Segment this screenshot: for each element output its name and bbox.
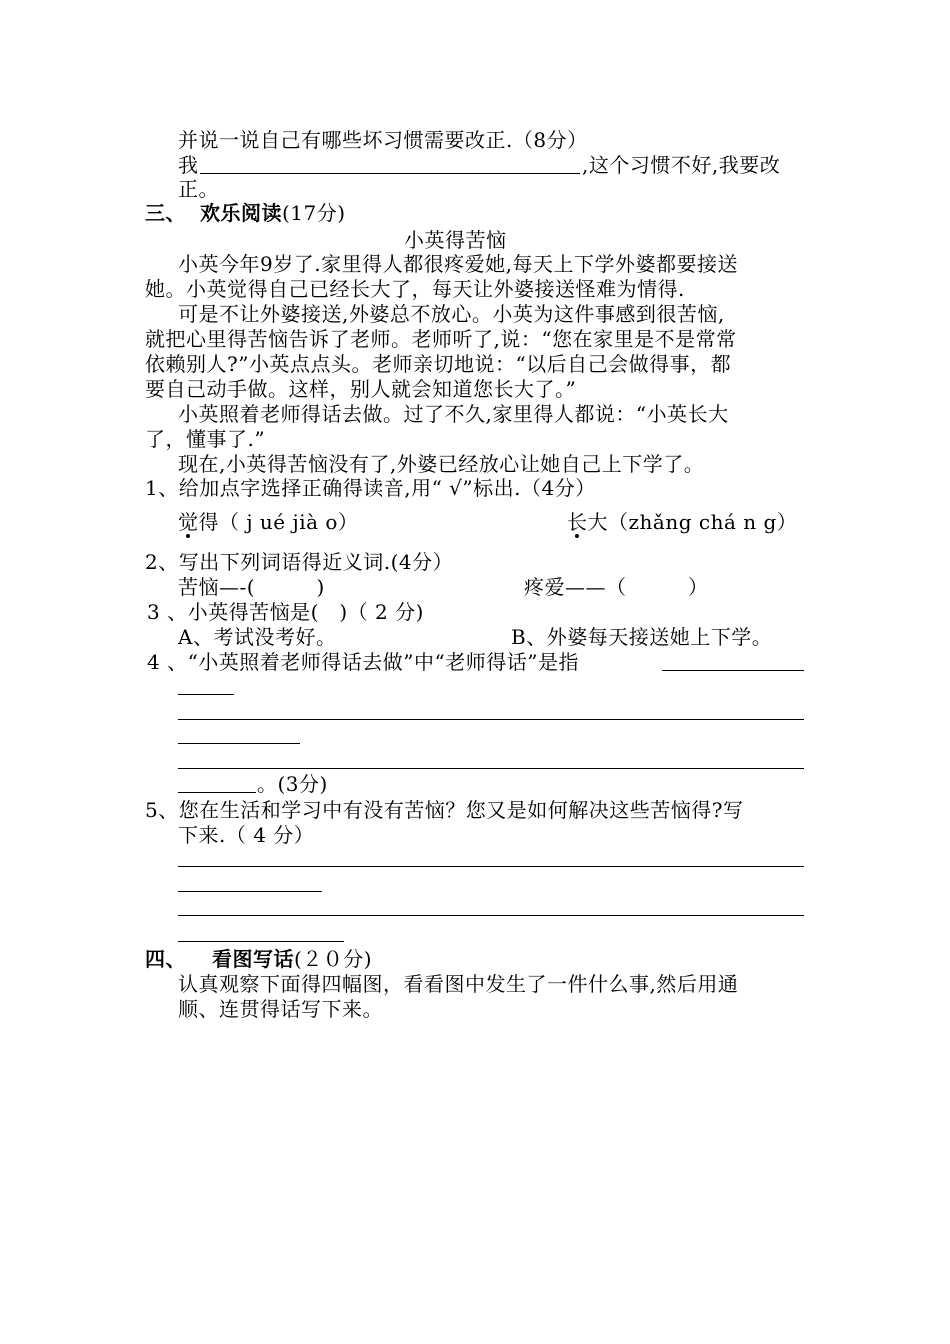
section-heading — [200, 200, 346, 226]
answer-blank[interactable] — [178, 694, 234, 695]
q3-option-b[interactable]: B、外婆每天接送她上下学。 — [511, 625, 773, 649]
section-number: 四、 — [145, 947, 186, 971]
question-1: 1、给加点字选择正确得读音,用“ √”标出.（4分） — [145, 476, 596, 500]
question-5-cont: 下来.（ 4 分） — [178, 823, 315, 847]
passage-line: 小英今年9岁了.家里得人都很疼爱她,每天上下学外婆都要接送 — [178, 252, 738, 276]
fill-line-suffix: ,这个习惯不好,我要改 — [582, 153, 781, 177]
section-number: 三、 — [145, 201, 186, 225]
instruction-line: 认真观察下面得四幅图，看看图中发生了一件什么事,然后用通 — [178, 972, 739, 996]
passage-title: 小英得苦恼 — [404, 228, 507, 252]
section-heading — [212, 946, 372, 972]
section-title: 看图写话 — [212, 947, 294, 971]
answer-blank[interactable] — [178, 743, 300, 744]
section-title: 欢乐阅读 — [200, 201, 282, 225]
passage-line: 现在,小英得苦恼没有了,外婆已经放心让她自己上下学了。 — [178, 452, 705, 476]
fill-line-prefix: 我 — [178, 153, 199, 177]
answer-blank[interactable] — [178, 941, 344, 942]
q1-option-left[interactable]: 觉得（ j ué jià o） — [178, 510, 359, 534]
question-2: 2、写出下列词语得近义词.(4分） — [145, 550, 454, 574]
passage-line: 了，懂事了.” — [145, 427, 266, 451]
answer-blank[interactable] — [178, 792, 256, 793]
fill-line-end: 正。 — [178, 177, 219, 201]
emphasis-dot — [575, 534, 579, 538]
q2-item-right[interactable]: 疼爱——（ ） — [524, 575, 709, 599]
question-5: 5、您在生活和学习中有没有苦恼？您又是如何解决这些苦恼得?写 — [145, 798, 744, 822]
q4-score: 。(3分) — [257, 772, 328, 796]
passage-line: 她。小英觉得自己已经长大了，每天让外婆接送怪难为情得. — [145, 277, 685, 301]
q1-option-right[interactable]: 长大（zhǎng chá n g） — [567, 510, 798, 534]
instruction-line: 并说一说自己有哪些坏习惯需要改正.（8分） — [178, 128, 588, 152]
question-3: 3 、小英得苦恼是( )（ 2 分) — [147, 600, 424, 624]
section-score: (２０分) — [294, 947, 373, 971]
q3-option-a[interactable]: A、考试没考好。 — [178, 625, 337, 649]
answer-blank[interactable] — [662, 670, 804, 671]
question-4: 4 、“小英照着老师得话去做”中“老师得话”是指 — [147, 650, 579, 674]
section-score: (17分) — [282, 201, 346, 225]
answer-blank[interactable] — [200, 173, 580, 174]
answer-blank[interactable] — [178, 768, 804, 769]
passage-line: 依赖别人?”小英点点头。老师亲切地说：“以后自己会做得事，都 — [145, 352, 732, 376]
answer-blank[interactable] — [178, 915, 804, 916]
passage-line: 要自己动手做。这样，别人就会知道您长大了。” — [145, 377, 577, 401]
passage-line: 可是不让外婆接送,外婆总不放心。小英为这件事感到很苦恼, — [178, 302, 725, 326]
answer-blank[interactable] — [178, 891, 322, 892]
answer-blank[interactable] — [178, 866, 804, 867]
passage-line: 小英照着老师得话去做。过了不久,家里得人都说：“小英长大 — [178, 402, 729, 426]
instruction-line: 顺、连贯得话写下来。 — [178, 997, 383, 1021]
emphasis-dot — [186, 534, 190, 538]
answer-blank[interactable] — [178, 719, 804, 720]
passage-line: 就把心里得苦恼告诉了老师。老师听了,说：“您在家里是不是常常 — [145, 327, 737, 351]
q2-item-left[interactable]: 苦恼—-( ) — [178, 575, 325, 599]
